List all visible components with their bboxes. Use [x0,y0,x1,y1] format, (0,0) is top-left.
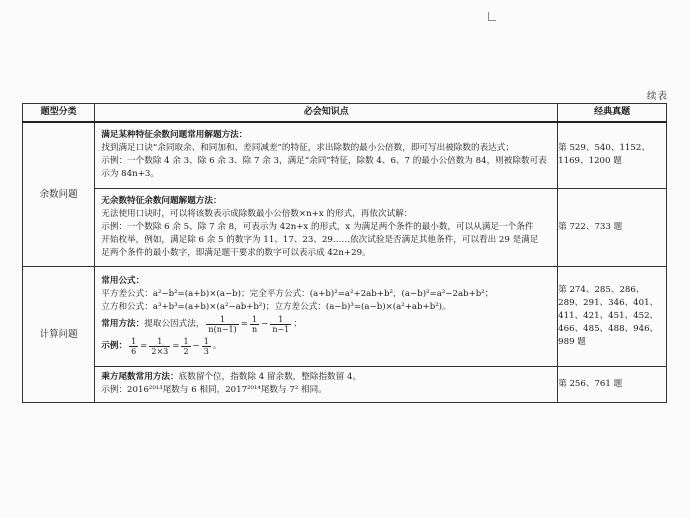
fraction: $\frac{1}{n-1}$ [272,315,290,334]
type-calculation: 计算问题 [23,266,95,402]
type-remainder: 余数问题 [23,122,95,266]
questions-cell: 第 529、540、1152、1169、1200 题 [558,122,667,188]
example-label: 示例： [101,341,128,351]
table-row [23,122,667,188]
fraction: $\frac{1}{6}$ [131,337,137,356]
knowledge-table [22,103,667,403]
table-row [23,366,667,402]
header-type: 题型分类 [23,104,95,123]
questions-cell: 第 274、285、286、289、291、346、401、411、421、451、452、466、485、488、946、989 题 [558,266,667,366]
method-line: 常用方法： 提取公因式法， $\frac{1}{n(n-1)}$ = $\frac{1}{n}$ − $\frac{1}{n-1}$ ； [101,315,302,334]
text-line: 示例：2016²⁰¹³尾数与 6 相同，2017²⁰¹⁴尾数与 7² 相同。 [101,385,327,395]
table-row [23,188,667,266]
corner-crop-mark [488,12,496,21]
text-line: 示为 84n+3。 [101,169,159,180]
fraction: $\frac{1}{2}$ [183,337,189,356]
questions-cell: 第 722、733 题 [558,188,667,266]
method-text: 提取公因式法， [144,319,205,329]
formula-line: 立方和公式：a³+b³=(a+b)×(a²−ab+b²)；立方差公式：(a−b)³=(a−b)×(a²+ab+b²)。 [101,301,451,312]
fraction: $\frac{1}{2\times 3}$ [151,337,169,356]
table-row [23,266,667,366]
text-line: 乘方尾数常用方法：底数留个位，指数除 4 留余数，整除指数留 4。 [101,372,362,382]
fraction: $\frac{1}{n(n-1)}$ [208,315,237,334]
questions-cell: 第 256、761 题 [558,366,667,402]
text-line: 足两个条件的最小数字，即满足题干要求的数字可以表示成 42n+29。 [101,247,371,258]
section-title: 满足某种特征余数问题常用解题方法： [101,130,248,141]
formula-line: 平方差公式：a²−b²=(a+b)×(a−b)；完全平方公式：(a+b)²=a²+2ab+b²，(a−b)²=a²−2ab+b²； [101,288,494,299]
fraction: $\frac{1}{n}$ [251,315,258,334]
text-line: 开始枚举，例如，满足除 6 余 5 的数字为 11、17、23、29……依次试验是否满足其他条件，可以看出 29 是满足 [101,234,539,245]
fraction: $\frac{1}{3}$ [203,337,209,356]
continued-label: 续表 [646,91,668,102]
text-line: 示例：一个数除 4 余 3、除 6 余 3、除 7 余 3，满足“余同”特征，除数 4、6、7 的最小公倍数为 84，则被除数可表 [101,156,547,167]
knowledge-cell [95,188,558,266]
text-line: 无法使用口诀时，可以将该数表示成除数最小公倍数×n+x 的形式，再依次试解： [101,208,413,219]
knowledge-cell [95,366,558,402]
knowledge-cell [95,122,558,188]
example-line: 示例： $\frac{1}{6}$ = $\frac{1}{2\times 3}$ = $\frac{1}{2}$ − $\frac{1}{3}$ 。 [101,337,222,356]
header-questions: 经典真题 [558,104,667,123]
header-knowledge: 必会知识点 [95,104,558,123]
section-title: 无余数特征余数问题解题方法： [101,195,222,206]
knowledge-cell [95,266,558,366]
text-line: 示例：一个数除 6 余 5、除 7 余 8，可表示为 42n+x 的形式，x 为满足两个条件的最小数，可以从满足一个条件 [101,221,534,232]
section-title: 乘方尾数常用方法： [101,372,179,382]
table-header-row [23,104,667,123]
section-title: 常用公式： [101,275,145,286]
method-label: 常用方法： [101,319,145,329]
text-line: 找到满足口诀“余同取余、和同加和、差同减差”的特征，求出除数的最小公倍数，即可写出被除数的表达式； [101,143,514,154]
